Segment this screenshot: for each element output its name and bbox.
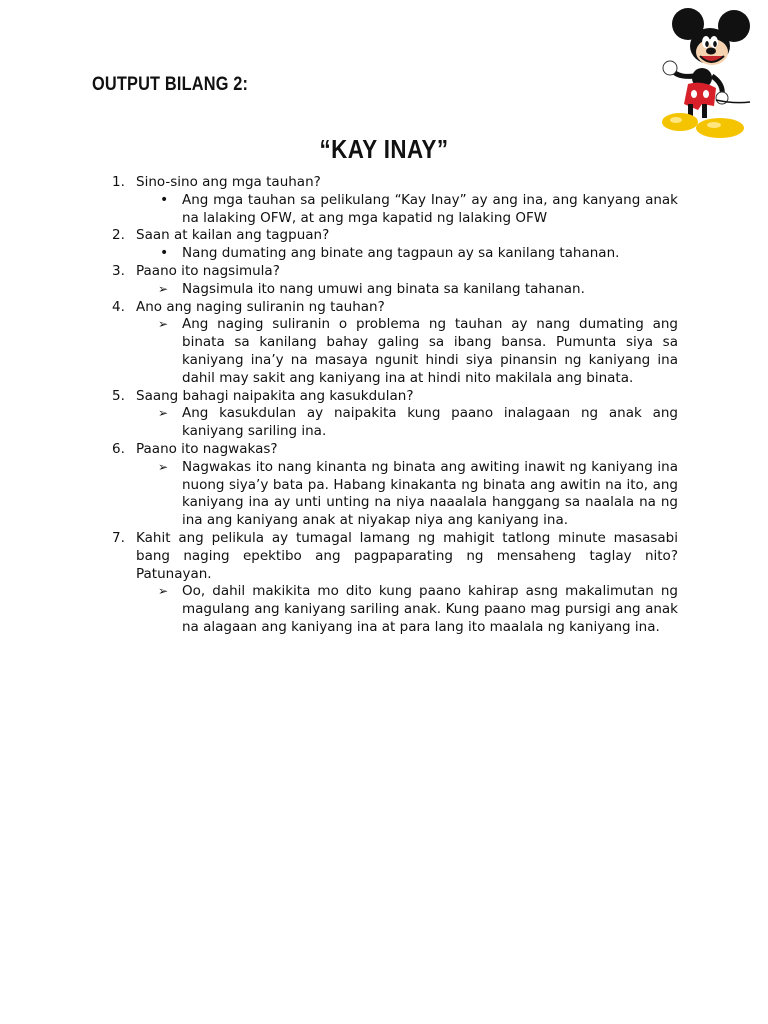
bullet-icon: • <box>160 191 169 208</box>
bullet-icon: • <box>160 245 169 262</box>
arrow-bullet-icon: ➢ <box>158 317 169 332</box>
arrow-bullet-icon: ➢ <box>158 406 169 421</box>
answer-text: Nagwakas ito nang kinanta ng binata ang awiting inawit ng kaniyang ina nuong siya’y bata pa. Habang kinakanta ng binata ang awitin na ito, ang kaniyang ina ay unti unting na niya naaalala hanggang sa naalala na ng ina ang kaniyang anak at niyakap niya ang kaniyang ina. <box>182 458 678 529</box>
qa-item <box>112 174 678 227</box>
question-text: Paano ito nagwakas? <box>136 440 278 457</box>
question-number: 6. <box>112 440 125 457</box>
mickey-mouse-icon <box>654 4 754 140</box>
qa-item <box>112 263 678 299</box>
qa-item <box>112 530 678 637</box>
answer-text: Ang naging suliranin o problema ng tauhan ay nang dumating ang binata sa kanilang bahay galing sa ibang bansa. Pumunta siya sa kaniyang ina’y na masaya ngunit hindi siya pinansin ng kaniyang ina dahil may sakit ang kaniyang ina at hindi nito makilala ang binata. <box>182 316 678 386</box>
arrow-bullet-icon: ➢ <box>158 281 169 296</box>
output-heading: OUTPUT BILANG 2: <box>92 74 249 95</box>
answer-text: Oo, dahil makikita mo dito kung paano kahirap asng makalimutan ng magulang ang kaniyang sariling anak. Kung paano mag pursigi ang anak na alagaan ang kaniyang ina at para lang ito maalala ng kaniyang ina. <box>182 583 678 635</box>
answer-text: Nang dumating ang binate ang tagpaun ay sa kanilang tahanan. <box>182 245 620 262</box>
question-number: 3. <box>112 262 125 279</box>
question-number: 2. <box>112 227 125 244</box>
question-text: Saan at kailan ang tagpuan? <box>136 227 330 244</box>
question-number: 7. <box>112 529 125 546</box>
document-title <box>0 134 768 165</box>
qa-item <box>112 441 678 530</box>
arrow-bullet-icon: ➢ <box>158 584 169 599</box>
question-answer-list <box>112 174 678 637</box>
document-title-text: “KAY INAY” <box>319 134 449 164</box>
arrow-bullet-icon: ➢ <box>158 459 169 474</box>
question-text: Ano ang naging suliranin ng tauhan? <box>136 298 385 315</box>
answer-text: Nagsimula ito nang umuwi ang binata sa kanilang tahanan. <box>182 280 585 297</box>
qa-item <box>112 227 678 263</box>
answer-text: Ang mga tauhan sa pelikulang “Kay Inay” ay ang ina, ang kanyang anak na lalaking OFW, at ang mga kapatid ng lalaking OFW <box>182 191 678 226</box>
question-number: 4. <box>112 298 125 315</box>
qa-item <box>112 299 678 388</box>
question-text: Paano ito nagsimula? <box>136 262 280 279</box>
question-text: Saang bahagi naipakita ang kasukdulan? <box>136 387 414 404</box>
question-number: 5. <box>112 387 125 404</box>
question-text: Sino-sino ang mga tauhan? <box>136 174 321 190</box>
qa-item <box>112 388 678 441</box>
answer-text: Ang kasukdulan ay naipakita kung paano inalagaan ng anak ang kaniyang sariling ina. <box>182 405 678 440</box>
question-text: Kahit ang pelikula ay tumagal lamang ng mahigit tatlong minute masasabi bang naging epektibo ang pagpaparating ng mensaheng taglay nito? Patunayan. <box>136 529 678 582</box>
question-number: 1. <box>112 174 125 190</box>
